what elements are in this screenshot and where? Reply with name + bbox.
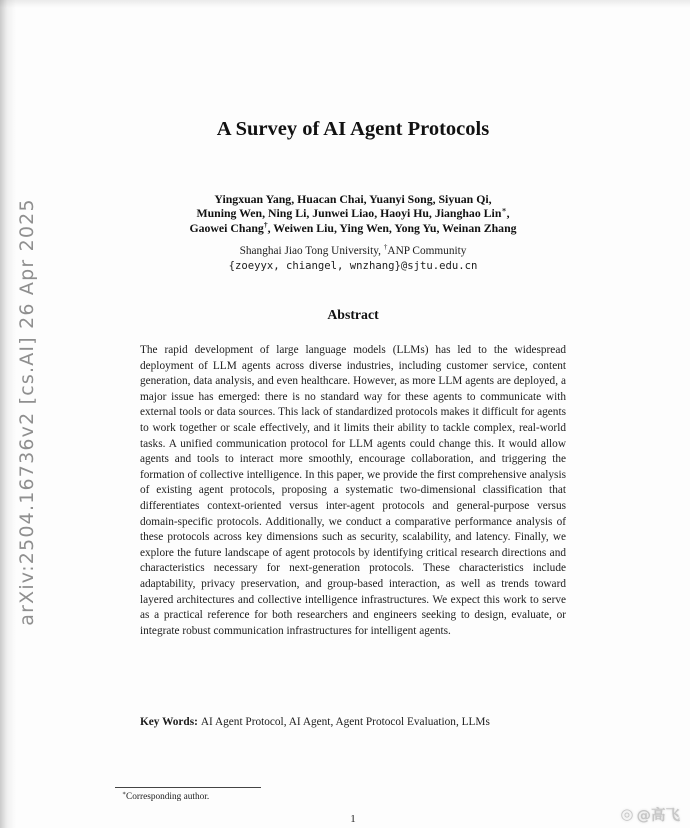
author-names: Yingxuan Yang, Huacan Chai, Yuanyi Song, Siyuan Qi,	[214, 192, 492, 206]
footnote-rule	[115, 787, 261, 788]
author-names: , Weiwen Liu, Ying Wen, Yong Yu, Weinan Zhang	[267, 220, 517, 235]
paper-title: A Survey of AI Agent Protocols	[216, 118, 490, 140]
author-line-1	[108, 192, 598, 206]
page-number: 1	[350, 813, 356, 825]
affiliation	[108, 245, 598, 257]
keywords-line	[140, 716, 566, 728]
footnote-marker: ∗	[122, 790, 127, 797]
author-superscript: ∗	[501, 205, 507, 215]
author-line-3	[108, 221, 598, 235]
affiliation-text: ANP Community	[387, 245, 467, 257]
abstract-heading: Abstract	[327, 307, 379, 322]
author-names: Muning Wen, Ning Li, Junwei Liao, Haoyi Hu, Jianghao Lin	[196, 206, 502, 221]
affiliation-superscript: †	[383, 243, 388, 252]
weibo-watermark-text: @高飞	[636, 808, 680, 824]
author-superscript: †	[263, 219, 268, 229]
arxiv-watermark: arXiv:2504.16736v2 [cs.AI] 26 Apr 2025	[16, 198, 38, 626]
affiliation-text: Shanghai Jiao Tong University,	[239, 245, 384, 257]
author-names: Gaowei Chang	[189, 220, 264, 235]
author-emails: {zoeyyx, chiangel, wnzhang}@sjtu.edu.cn	[228, 260, 478, 272]
footnote-text: Corresponding author.	[126, 792, 210, 802]
author-names: ,	[506, 206, 510, 221]
author-block	[108, 192, 598, 235]
weibo-watermark	[620, 804, 680, 825]
weibo-logo-icon: ◎	[620, 805, 634, 823]
keywords-text: AI Agent Protocol, AI Agent, Agent Protocol Evaluation, LLMs	[200, 716, 490, 728]
author-line-2	[108, 206, 598, 220]
abstract-text: The rapid development of large language models (LLMs) has led to the widespread deployment of LLM agents across diverse industries, including customer service, content generation, data analysis, and even healthcare. However, as more LLM agents are deployed, a major issue has emerged: there is no standard way for these agents to communicate with external tools or data sources. This lack of standardized protocols makes it difficult for agents to work together or scale effectively, and it limits their ability to tackle complex, real-world tasks. A unified communication protocol for LLM agents could change this. It would allow agents and tools to interact more smoothly, encourage collaboration, and triggering the formation of collective intelligence. In this paper, we provide the first comprehensive analysis of existing agent protocols, proposing a systematic two-dimensional classification that differentiates context-oriented versus inter-agent protocols and general-purpose versus domain-specific protocols. Additionally, we conduct a comparative performance analysis of these protocols across key dimensions such as security, scalability, and latency. Finally, we explore the future landscape of agent protocols by identifying critical research directions and characteristics necessary for next-generation protocols. These characteristics include adaptability, privacy preservation, and group-based interaction, as well as trends toward layered architectures and collective intelligence infrastructures. We expect this work to serve as a practical reference for both researchers and engineers seeking to design, evaluate, or integrate robust communication infrastructures for intelligent agents.	[140, 344, 566, 637]
footnote	[115, 792, 582, 802]
keywords-label: Key Words:	[140, 716, 198, 728]
